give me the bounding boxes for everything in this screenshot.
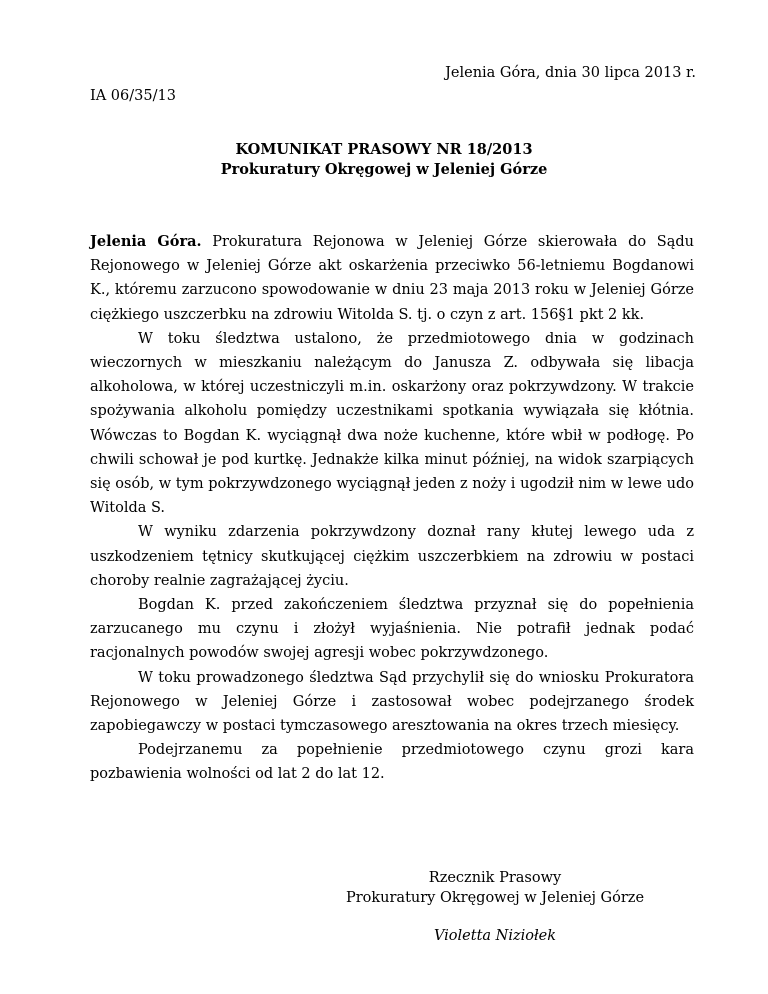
title-line-2: Prokuratury Okręgowej w Jeleniej Górze [220,161,548,178]
lead-label: Jelenia Góra. [90,233,202,250]
paragraph-confession: Bogdan K. przed zakończeniem śledztwa przyznał się do popełnienia zarzucanego mu czynu i złożył wyjaśnienia. Nie potrafił jednak podać racjonalnych powodów swojej agresji wobec pokrzywdzonego. [90,597,694,662]
document-body [90,230,694,787]
reference-number: IA 06/35/13 [90,88,176,104]
document-title [0,140,768,180]
signature-name: Violetta Niziołek [433,928,557,944]
lead-text: Prokuratura Rejonowa w Jeleniej Górze skierowała do Sądu Rejonowego w Jeleniej Górze akt oskarżenia przeciwko 56-letniemu Bogdanowi K., któremu zarzucono spowodowanie w dniu 23 maja 2013 roku w Jeleniej Górze ciężkiego uszczerbku na zdrowiu Witolda S. tj. o czyn z art. 156§1 pkt 2 kk. [90,234,694,323]
signature-role: Rzecznik Prasowy [428,870,562,886]
paragraph-injury: W wyniku zdarzenia pokrzywdzony doznał rany kłutej lewego uda z uszkodzeniem tętnicy skutkującej ciężkim uszczerbkiem na zdrowiu w postaci choroby realnie zagrażającej życiu. [90,524,694,589]
paragraph-investigation: W toku śledztwa ustalono, że przedmiotowego dnia w godzinach wieczornych w mieszkaniu należącym do Janusza Z. odbywała się libacja alkoholowa, w której uczestniczyli m.in. oskarżony oraz pokrzywdzony. W trakcie spożywania alkoholu pomiędzy uczestnikami spotkania wywiązała się kłótnia. Wówczas to Bogdan K. wyciągnął dwa noże kuchenne, które wbił w podłogę. Po chwili schował je pod kurtkę. Jednakże kilka minut później, na widok szarpiących się osób, w tym pokrzywdzonego wyciągnął jeden z noży i ugodził nim w lewe udo Witolda S. [90,330,694,517]
paragraph-detention: W toku prowadzonego śledztwa Sąd przychylił się do wniosku Prokuratora Rejonowego w Jeleniej Górze i zastosował wobec podejrzanego środek zapobiegawczy w postaci tymczasowego aresztowania na okres trzech miesięcy. [90,669,694,735]
lead-paragraph [90,230,694,327]
place-date: Jelenia Góra, dnia 30 lipca 2013 r. [445,65,696,81]
paragraph-penalty: Podejrzanemu za popełnienie przedmiotowego czynu grozi kara pozbawienia wolności od lat 2 do lat 12. [90,742,694,783]
signature-block [330,868,660,946]
title-line-1: KOMUNIKAT PRASOWY NR 18/2013 [235,141,533,158]
signature-office: Prokuratury Okręgowej w Jeleniej Górze [345,890,645,906]
